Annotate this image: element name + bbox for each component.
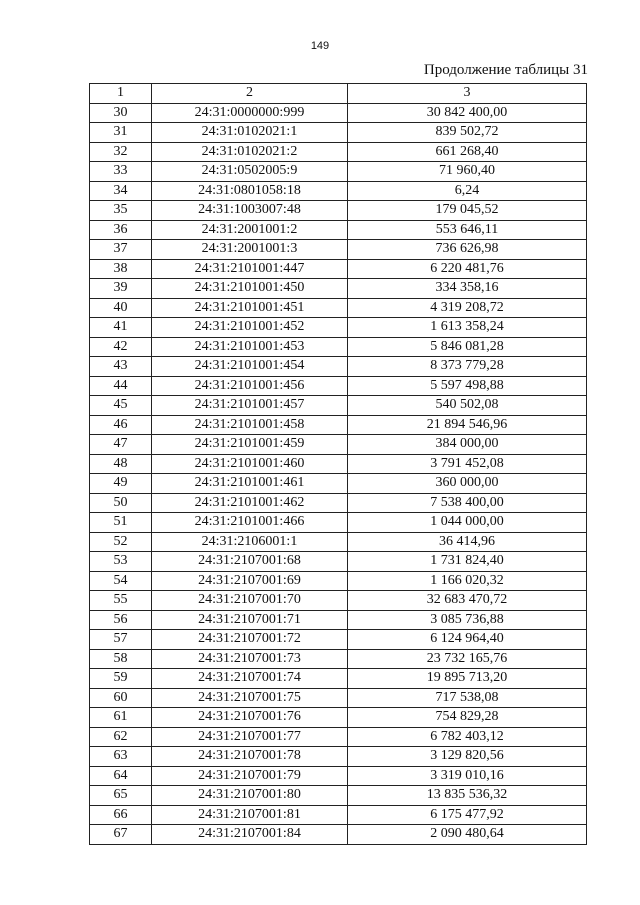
cadastral-number-cell: 24:31:2101001:466 [152, 513, 348, 533]
value-cell: 6,24 [348, 181, 587, 201]
row-number-cell: 37 [90, 240, 152, 260]
table-row [90, 649, 587, 669]
cadastral-number-cell: 24:31:2101001:459 [152, 435, 348, 455]
table-caption: Продолжение таблицы 31 [423, 62, 588, 78]
cadastral-number-cell: 24:31:2101001:452 [152, 318, 348, 338]
cadastral-number-cell: 24:31:2107001:81 [152, 805, 348, 825]
cadastral-number-cell: 24:31:2107001:75 [152, 688, 348, 708]
cadastral-number-cell: 24:31:0102021:1 [152, 123, 348, 143]
table-row [90, 825, 587, 845]
header-row [90, 84, 587, 104]
value-cell: 32 683 470,72 [348, 591, 587, 611]
cadastral-number-cell: 24:31:2107001:69 [152, 571, 348, 591]
row-number-cell: 63 [90, 747, 152, 767]
value-cell: 1 613 358,24 [348, 318, 587, 338]
value-cell: 19 895 713,20 [348, 669, 587, 689]
cadastral-number-cell: 24:31:2107001:76 [152, 708, 348, 728]
row-number-cell: 64 [90, 766, 152, 786]
cadastral-number-cell: 24:31:2101001:456 [152, 376, 348, 396]
cadastral-number-cell: 24:31:2107001:68 [152, 552, 348, 572]
cadastral-number-cell: 24:31:1003007:48 [152, 201, 348, 221]
table-row [90, 279, 587, 299]
row-number-cell: 67 [90, 825, 152, 845]
cadastral-number-cell: 24:31:2107001:78 [152, 747, 348, 767]
row-number-cell: 62 [90, 727, 152, 747]
table-row [90, 552, 587, 572]
value-cell: 540 502,08 [348, 396, 587, 416]
table-row [90, 415, 587, 435]
value-cell: 71 960,40 [348, 162, 587, 182]
value-cell: 717 538,08 [348, 688, 587, 708]
table-row [90, 181, 587, 201]
row-number-cell: 32 [90, 142, 152, 162]
table-row [90, 298, 587, 318]
value-cell: 6 124 964,40 [348, 630, 587, 650]
cadastral-number-cell: 24:31:2107001:72 [152, 630, 348, 650]
table-row [90, 142, 587, 162]
cadastral-number-cell: 24:31:2107001:71 [152, 610, 348, 630]
table-row [90, 357, 587, 377]
value-cell: 6 220 481,76 [348, 259, 587, 279]
value-cell: 754 829,28 [348, 708, 587, 728]
value-cell: 13 835 536,32 [348, 786, 587, 806]
row-number-cell: 31 [90, 123, 152, 143]
value-cell: 1 731 824,40 [348, 552, 587, 572]
table-row [90, 708, 587, 728]
table-row [90, 376, 587, 396]
page-number: 149 [310, 40, 330, 52]
value-cell: 1 166 020,32 [348, 571, 587, 591]
row-number-cell: 44 [90, 376, 152, 396]
cadastral-number-cell: 24:31:2101001:462 [152, 493, 348, 513]
table-row [90, 630, 587, 650]
value-cell: 21 894 546,96 [348, 415, 587, 435]
row-number-cell: 49 [90, 474, 152, 494]
value-cell: 3 319 010,16 [348, 766, 587, 786]
cadastral-number-cell: 24:31:2101001:458 [152, 415, 348, 435]
table-row [90, 669, 587, 689]
cadastral-number-cell: 24:31:2101001:447 [152, 259, 348, 279]
header-cell-3: 3 [348, 84, 587, 104]
cadastral-number-cell: 24:31:2101001:453 [152, 337, 348, 357]
value-cell: 3 085 736,88 [348, 610, 587, 630]
table-row [90, 259, 587, 279]
row-number-cell: 35 [90, 201, 152, 221]
row-number-cell: 38 [90, 259, 152, 279]
table-header [90, 84, 587, 104]
table-row [90, 766, 587, 786]
value-cell: 30 842 400,00 [348, 103, 587, 123]
cadastral-number-cell: 24:31:0000000:999 [152, 103, 348, 123]
row-number-cell: 53 [90, 552, 152, 572]
table-row [90, 610, 587, 630]
row-number-cell: 34 [90, 181, 152, 201]
row-number-cell: 45 [90, 396, 152, 416]
cadastral-number-cell: 24:31:2107001:73 [152, 649, 348, 669]
value-cell: 7 538 400,00 [348, 493, 587, 513]
table-row [90, 727, 587, 747]
data-table [89, 83, 587, 845]
row-number-cell: 42 [90, 337, 152, 357]
row-number-cell: 39 [90, 279, 152, 299]
header-cell-2: 2 [152, 84, 348, 104]
cadastral-number-cell: 24:31:2001001:3 [152, 240, 348, 260]
cadastral-number-cell: 24:31:2001001:2 [152, 220, 348, 240]
value-cell: 6 175 477,92 [348, 805, 587, 825]
cadastral-number-cell: 24:31:2107001:84 [152, 825, 348, 845]
row-number-cell: 55 [90, 591, 152, 611]
cadastral-number-cell: 24:31:2107001:70 [152, 591, 348, 611]
cadastral-number-cell: 24:31:2101001:450 [152, 279, 348, 299]
cadastral-number-cell: 24:31:0502005:9 [152, 162, 348, 182]
row-number-cell: 36 [90, 220, 152, 240]
cadastral-number-cell: 24:31:2107001:74 [152, 669, 348, 689]
table-row [90, 493, 587, 513]
value-cell: 736 626,98 [348, 240, 587, 260]
cadastral-number-cell: 24:31:2101001:454 [152, 357, 348, 377]
row-number-cell: 43 [90, 357, 152, 377]
cadastral-number-cell: 24:31:2107001:79 [152, 766, 348, 786]
value-cell: 3 129 820,56 [348, 747, 587, 767]
table-body [90, 103, 587, 844]
value-cell: 661 268,40 [348, 142, 587, 162]
table-row [90, 162, 587, 182]
cadastral-number-cell: 24:31:2101001:457 [152, 396, 348, 416]
value-cell: 5 846 081,28 [348, 337, 587, 357]
cadastral-number-cell: 24:31:0102021:2 [152, 142, 348, 162]
value-cell: 4 319 208,72 [348, 298, 587, 318]
value-cell: 1 044 000,00 [348, 513, 587, 533]
value-cell: 360 000,00 [348, 474, 587, 494]
row-number-cell: 58 [90, 649, 152, 669]
row-number-cell: 40 [90, 298, 152, 318]
row-number-cell: 48 [90, 454, 152, 474]
table-row [90, 103, 587, 123]
table-row [90, 688, 587, 708]
value-cell: 6 782 403,12 [348, 727, 587, 747]
table-row [90, 435, 587, 455]
cadastral-number-cell: 24:31:2106001:1 [152, 532, 348, 552]
row-number-cell: 47 [90, 435, 152, 455]
row-number-cell: 50 [90, 493, 152, 513]
table-row [90, 513, 587, 533]
value-cell: 384 000,00 [348, 435, 587, 455]
value-cell: 179 045,52 [348, 201, 587, 221]
row-number-cell: 46 [90, 415, 152, 435]
row-number-cell: 56 [90, 610, 152, 630]
row-number-cell: 52 [90, 532, 152, 552]
cadastral-number-cell: 24:31:2101001:451 [152, 298, 348, 318]
row-number-cell: 30 [90, 103, 152, 123]
table-row [90, 805, 587, 825]
cadastral-number-cell: 24:31:2101001:461 [152, 474, 348, 494]
value-cell: 23 732 165,76 [348, 649, 587, 669]
table-row [90, 786, 587, 806]
row-number-cell: 65 [90, 786, 152, 806]
cadastral-number-cell: 24:31:0801058:18 [152, 181, 348, 201]
table-row [90, 123, 587, 143]
cadastral-number-cell: 24:31:2101001:460 [152, 454, 348, 474]
cadastral-number-cell: 24:31:2107001:80 [152, 786, 348, 806]
value-cell: 5 597 498,88 [348, 376, 587, 396]
row-number-cell: 41 [90, 318, 152, 338]
table-row [90, 474, 587, 494]
row-number-cell: 54 [90, 571, 152, 591]
value-cell: 3 791 452,08 [348, 454, 587, 474]
row-number-cell: 61 [90, 708, 152, 728]
row-number-cell: 51 [90, 513, 152, 533]
row-number-cell: 57 [90, 630, 152, 650]
table-row [90, 571, 587, 591]
table-row [90, 240, 587, 260]
cadastral-number-cell: 24:31:2107001:77 [152, 727, 348, 747]
table-row [90, 532, 587, 552]
value-cell: 2 090 480,64 [348, 825, 587, 845]
table-row [90, 454, 587, 474]
row-number-cell: 66 [90, 805, 152, 825]
value-cell: 36 414,96 [348, 532, 587, 552]
value-cell: 334 358,16 [348, 279, 587, 299]
table-row [90, 220, 587, 240]
table-row [90, 337, 587, 357]
table-row [90, 591, 587, 611]
row-number-cell: 60 [90, 688, 152, 708]
table-row [90, 396, 587, 416]
table-row [90, 201, 587, 221]
value-cell: 839 502,72 [348, 123, 587, 143]
value-cell: 553 646,11 [348, 220, 587, 240]
header-cell-1: 1 [90, 84, 152, 104]
row-number-cell: 33 [90, 162, 152, 182]
row-number-cell: 59 [90, 669, 152, 689]
table-row [90, 318, 587, 338]
table-row [90, 747, 587, 767]
value-cell: 8 373 779,28 [348, 357, 587, 377]
